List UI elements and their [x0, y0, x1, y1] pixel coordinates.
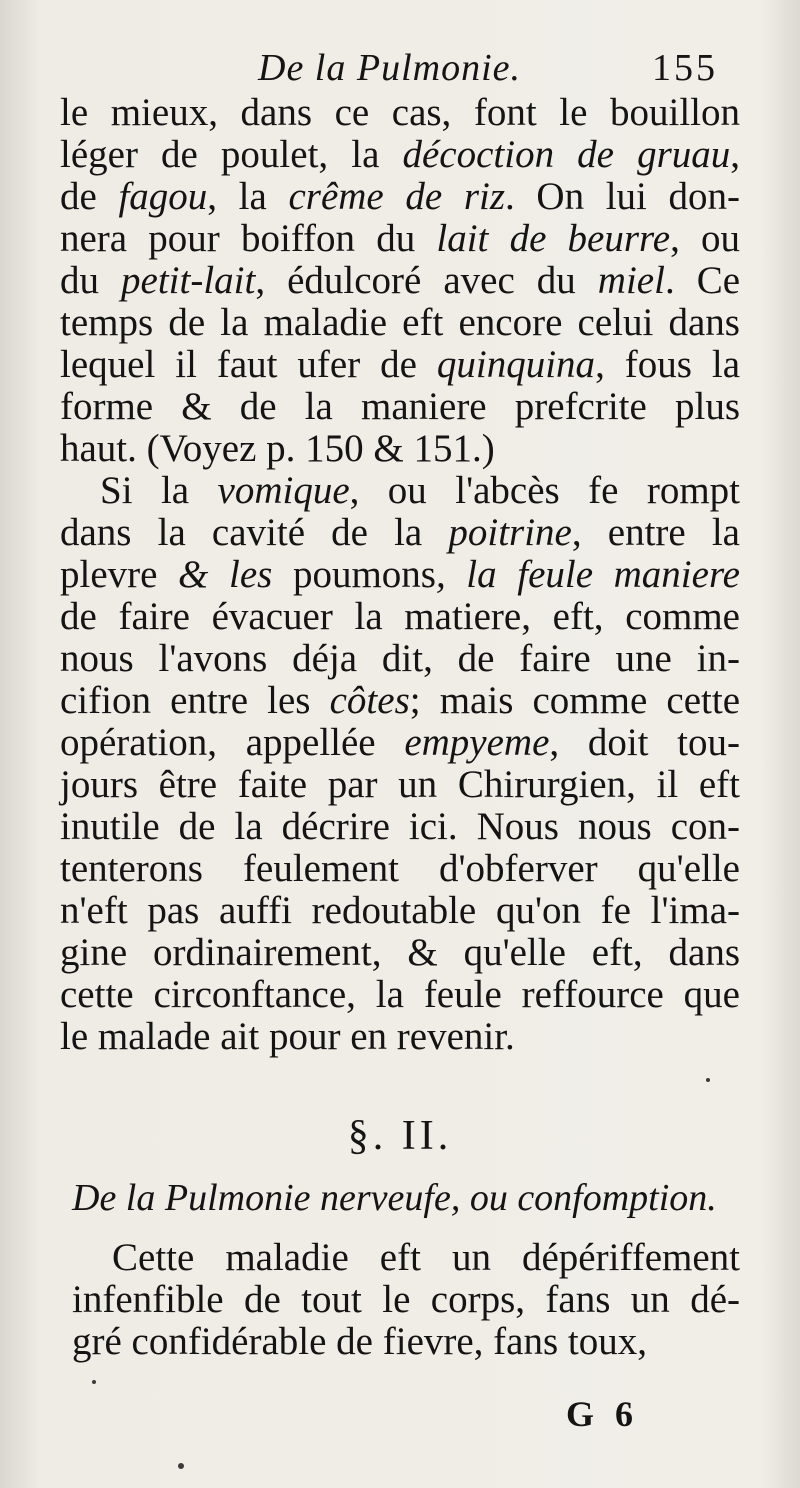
text-line: [60, 554, 740, 596]
paragraph-1: [60, 92, 740, 470]
text-segment: nous l'avons déja dit, de faire une in-: [60, 637, 740, 680]
text-line: [60, 890, 740, 932]
text-segment: inutile de la décrire ici. Nous nous con-: [60, 805, 740, 848]
text-line: [60, 638, 740, 680]
text-segment: de faire évacuer la matiere, eft, comme: [60, 595, 740, 638]
text-segment: haut. (Voyez p. 150 & 151.): [60, 427, 495, 470]
running-title: De la Pulmonie.: [258, 47, 522, 89]
text-line: [60, 596, 740, 638]
text-segment: , édulcoré avec du: [255, 259, 598, 302]
text-line: [60, 260, 740, 302]
text-segment: lequel il faut ufer de: [60, 343, 437, 386]
italic-term: petit-lait: [121, 259, 256, 302]
text-line: [60, 512, 740, 554]
italic-term: empyeme: [404, 721, 550, 764]
text-segment: du: [60, 259, 122, 302]
text-line: [60, 428, 740, 470]
text-segment: . On lui don-: [505, 175, 740, 218]
italic-term: , la feule maniere: [435, 553, 740, 596]
text-segment: forme & de la maniere prefcrite plus: [60, 385, 740, 428]
text-segment: dans la cavité de la: [60, 511, 449, 554]
text-line: [60, 806, 740, 848]
text-segment: infenfible de tout le corps, fans un dé-: [72, 1278, 740, 1321]
text-segment: léger de poulet, la: [60, 133, 403, 176]
text-segment: n'eft pas auffi redoutable qu'on fe l'ima-: [60, 889, 740, 932]
text-segment: , ou: [670, 217, 740, 260]
section-title: De la Pulmonie nerveufe, ou confomption.: [72, 1177, 717, 1219]
text-line: [60, 92, 740, 134]
text-line: [60, 722, 740, 764]
text-segment: cifion entre les: [60, 679, 330, 722]
main-text: [60, 92, 740, 1058]
italic-term: & les: [157, 553, 293, 596]
text-segment: de: [60, 175, 119, 218]
italic-term: crême de riz: [288, 175, 506, 218]
text-line: [60, 1016, 740, 1058]
text-segment: ; mais comme cette: [409, 679, 741, 722]
ink-speck: [706, 1078, 710, 1082]
italic-term: vomique: [217, 469, 350, 512]
text-segment: , ou l'abcès fe rompt: [349, 469, 740, 512]
italic-term: côtes: [329, 679, 410, 722]
text-segment: gine ordinairement, & qu'elle eft, dans: [60, 931, 740, 974]
text-line: [72, 1278, 740, 1320]
text-segment: jours être faite par un Chirurgien, il eft: [60, 763, 740, 806]
signature-mark: G 6: [566, 1394, 640, 1434]
text-line: [72, 1320, 740, 1362]
text-segment: , la: [207, 175, 289, 218]
text-line: [60, 764, 740, 806]
text-segment: le malade ait pour en revenir.: [60, 1015, 515, 1058]
italic-term: lait de beurre: [436, 217, 671, 260]
text-segment: plevre: [60, 553, 158, 596]
text-line: [60, 344, 740, 386]
italic-term: fagou: [118, 175, 208, 218]
section-number: §. II.: [347, 1113, 453, 1159]
paragraph-2: [60, 470, 740, 1058]
text-line: [60, 680, 740, 722]
text-segment: nera pour boiffon du: [60, 217, 437, 260]
text-line: [60, 848, 740, 890]
italic-term: miel: [597, 259, 665, 302]
ink-speck: [92, 1380, 96, 1384]
italic-term: décoction de gruau: [402, 133, 731, 176]
text-segment: tenterons feulement d'obferver qu'elle: [60, 847, 740, 890]
text-line: [60, 176, 740, 218]
text-line: [72, 1236, 740, 1278]
text-segment: opération, appellée: [60, 721, 405, 764]
text-segment: le mieux, dans ce cas, font le bouillon: [60, 91, 740, 134]
text-line: [60, 974, 740, 1016]
text-segment: , fous la: [595, 343, 740, 386]
ink-speck: [178, 1463, 184, 1469]
text-line: [60, 470, 740, 512]
text-segment: cette circonftance, la feule reffource que: [60, 973, 740, 1016]
text-line: [60, 218, 740, 260]
text-line: [60, 932, 740, 974]
text-line: [60, 386, 740, 428]
text-segment: , doit tou-: [549, 721, 740, 764]
paragraph-3: [72, 1236, 740, 1362]
text-segment: temps de la maladie eft encore celui dans: [60, 301, 740, 344]
italic-term: quinquina: [436, 343, 596, 386]
text-segment: Si la: [100, 469, 218, 512]
text-line: [60, 134, 740, 176]
text-line: [60, 302, 740, 344]
italic-term: poitrine: [448, 511, 572, 554]
text-segment: poumons: [292, 553, 436, 596]
text-segment: . Ce: [664, 259, 741, 302]
page-number: 155: [652, 47, 718, 89]
text-segment: gré confidérable de fievre, fans toux,: [72, 1320, 647, 1363]
text-segment: , entre la: [571, 511, 740, 554]
text-segment: ,: [730, 133, 740, 176]
text-segment: Cette maladie eft un dépériffement: [112, 1236, 740, 1279]
